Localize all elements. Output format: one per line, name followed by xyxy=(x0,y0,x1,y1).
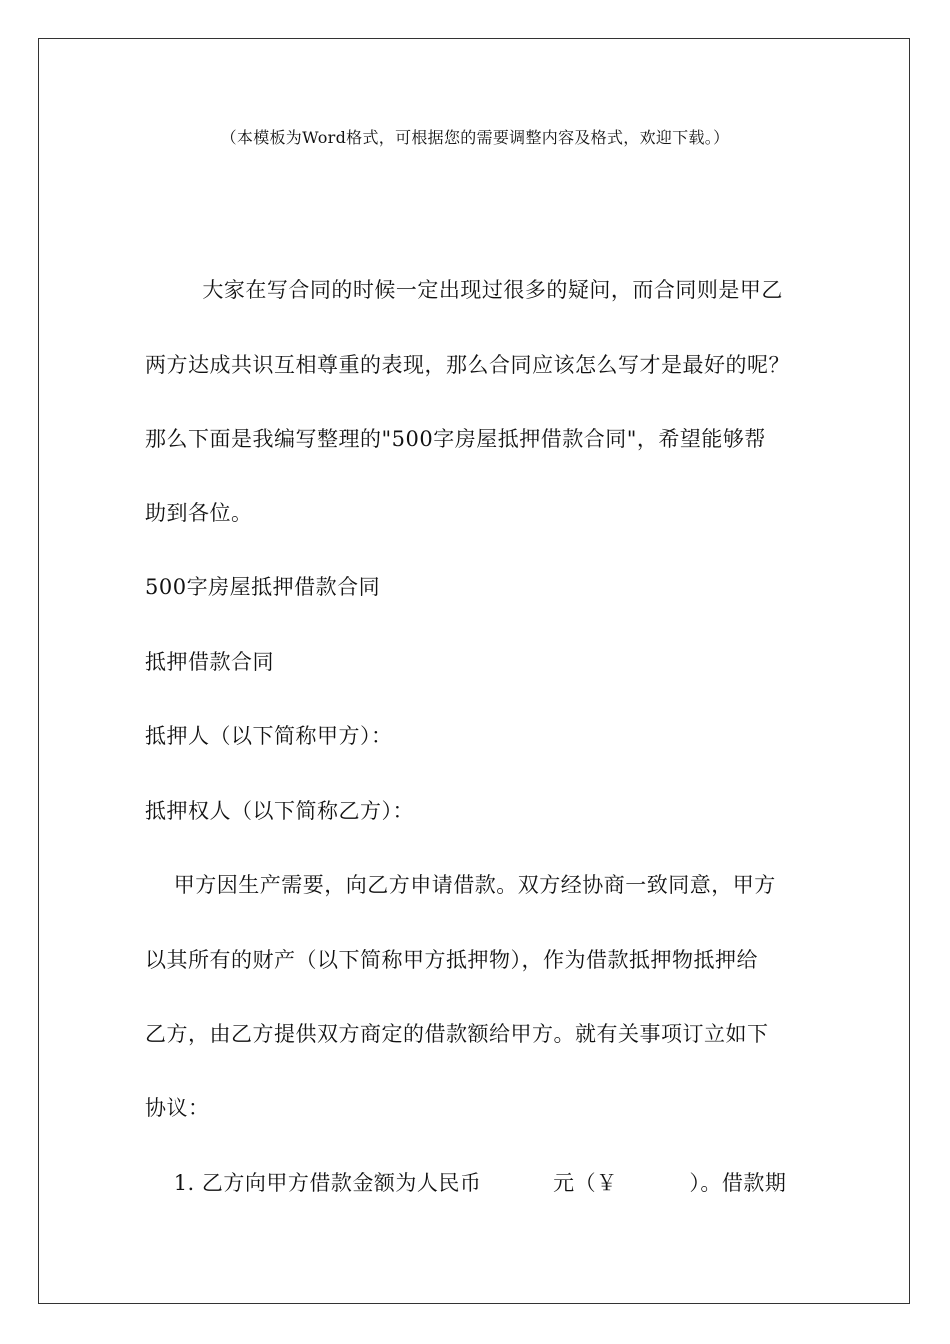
body-line-3: 乙方，由乙方提供双方商定的借款额给甲方。就有关事项订立如下 xyxy=(145,1022,769,1046)
party-b-line: 抵押权人（以下简称乙方）： xyxy=(145,799,414,823)
intro-line-1: 大家在写合同的时候一定出现过很多的疑问，而合同则是甲乙 xyxy=(145,278,783,302)
document-title: 500字房屋抵押借款合同 xyxy=(145,575,381,599)
intro-line-3: 那么下面是我编写整理的"500字房屋抵押借款合同"，希望能够帮 xyxy=(145,427,766,451)
contract-title: 抵押借款合同 xyxy=(145,650,274,674)
body-line-1: 甲方因生产需要，向乙方申请借款。双方经协商一致同意，甲方 xyxy=(145,873,776,897)
body-line-4: 协议： xyxy=(145,1096,210,1120)
intro-line-4: 助到各位。 xyxy=(145,501,253,525)
body-line-2: 以其所有的财产（以下简称甲方抵押物），作为借款抵押物抵押给 xyxy=(145,948,758,972)
template-note: （本模板为Word格式，可根据您的需要调整内容及格式，欢迎下载。） xyxy=(220,128,730,147)
intro-line-2: 两方达成共识互相尊重的表现，那么合同应该怎么写才是最好的呢？ xyxy=(145,353,790,377)
party-a-line: 抵押人（以下简称甲方）： xyxy=(145,724,393,748)
clause-1-line: 1. 乙方向甲方借款金额为人民币 元（￥ ）。借款期 xyxy=(145,1171,787,1195)
